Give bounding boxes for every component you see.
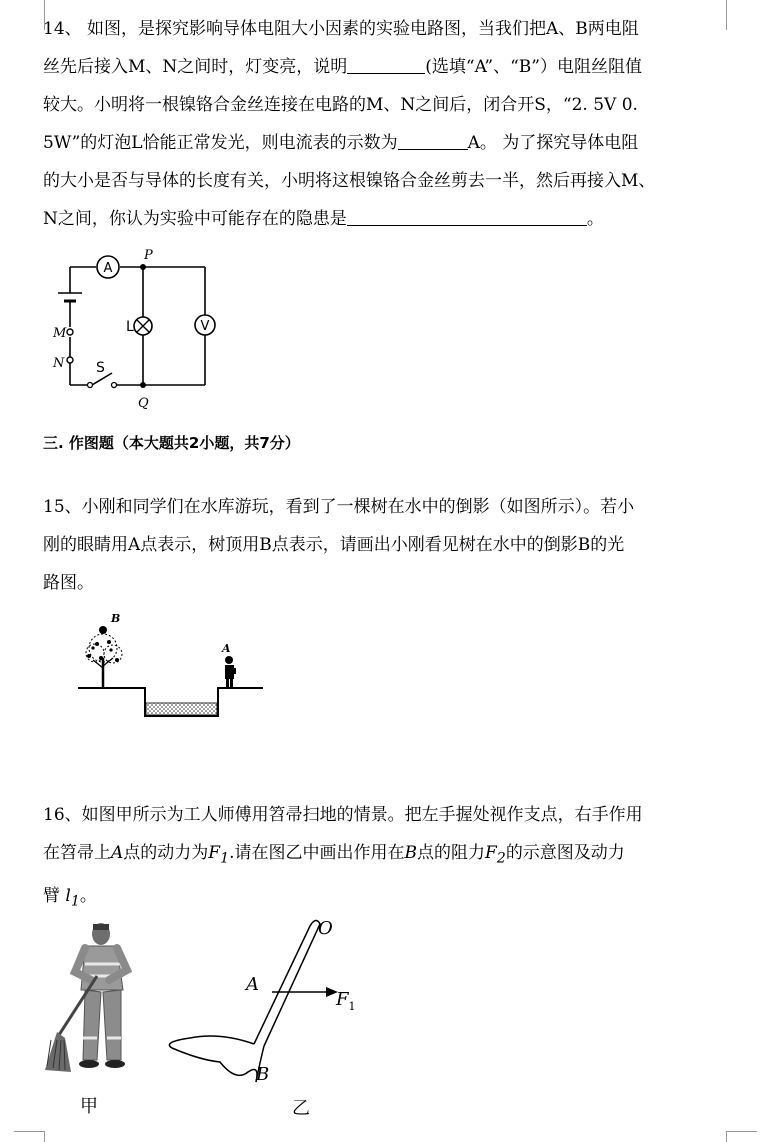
reservoir-figure (75, 608, 270, 723)
point-a-label: A (222, 642, 231, 655)
q16-subscript: 1 (70, 893, 80, 910)
q16-text: 。 (79, 886, 97, 907)
q15-line: 路图。 (43, 573, 94, 593)
q14-text: 5W”的灯泡L恰能正常发光，则电流表的示数为 (43, 133, 398, 153)
q16-subscript: 1 (220, 850, 230, 867)
page-corner-mark (14, 0, 45, 30)
q16-text: 臂 (43, 886, 60, 907)
person-icon (225, 656, 236, 688)
q14-text: A。 为了探究导体电阻 (467, 133, 639, 153)
q16-text: 在笤帚上 (43, 843, 111, 863)
q14-line: 较大。小明将一根镍铬合金丝连接在电路的M、N之间后，闭合开S，“2. 5V 0. (43, 95, 638, 115)
answer-blank[interactable] (347, 55, 425, 74)
water-surface (146, 703, 217, 715)
tree-icon (86, 626, 122, 688)
q16-line: 16、如图甲所示为工人师傅用笤帚扫地的情景。把左手握处视作支点，右手作用 (43, 805, 643, 825)
question-16 (43, 796, 711, 921)
force-f1-label: $F_1$ (336, 989, 356, 1013)
q14-text: (选填“A”、“B”）电阻丝阻值 (425, 57, 642, 77)
q16-text: 点的阻力 (417, 843, 485, 863)
q15-line: 15、小刚和同学们在水库游玩，看到了一棵树在水中的倒影（如图所示）。若小 (43, 497, 635, 517)
q14-line: 的大小是否与导体的长度有关，小明将这根镍铬合金丝剪去一半，然后再接入M、 (43, 171, 656, 191)
q16-symbol: l (65, 886, 71, 907)
point-b-label: B (256, 1064, 270, 1085)
q16-symbol: F (485, 843, 497, 863)
point-a-label: A (246, 974, 259, 995)
q16-subscript: 2 (496, 850, 506, 867)
node-q-label: Q (138, 396, 149, 411)
voltmeter-icon (195, 315, 215, 335)
lamp-label: L (126, 319, 134, 335)
ammeter-icon (97, 256, 119, 278)
ammeter-label: A (103, 261, 113, 276)
worker-photo (45, 920, 155, 1080)
switch-label: S (96, 360, 105, 376)
q16-text: 的示意图及动力 (505, 843, 625, 863)
terminal-m-label: M (53, 326, 67, 341)
question-14 (43, 10, 711, 238)
q16-symbol: A (111, 843, 124, 863)
q16-symbol: F (208, 843, 221, 863)
q16-text: .请在图乙中画出作用在 (229, 843, 405, 863)
page-corner-mark (726, 1131, 757, 1142)
point-b-label: B (111, 612, 121, 625)
node-q-dot (140, 382, 146, 388)
q16-line (43, 834, 711, 877)
lamp-icon (134, 317, 152, 335)
q16-symbol: B (404, 843, 417, 863)
q15-line: 刚的眼睛用A点表示，树顶用B点表示，请画出小刚看见树在水中的倒影B的光 (43, 535, 625, 555)
page-corner-mark (14, 1131, 45, 1142)
voltmeter-label: V (200, 319, 210, 334)
figure-caption-jia: 甲 (80, 1096, 98, 1117)
terminal-n-dot (67, 357, 73, 363)
circuit-diagram (40, 245, 230, 420)
q14-line (43, 48, 711, 86)
q14-line: 14、 如图，是探究影响导体电阻大小因素的实验电路图，当我们把A、B两电阻 (43, 19, 639, 39)
terminal-m-dot (67, 329, 73, 335)
q14-text: N之间，你认为实验中可能存在的隐患是 (43, 209, 347, 229)
q14-line (43, 200, 711, 238)
answer-blank[interactable] (398, 131, 468, 150)
page-corner-mark (726, 0, 757, 30)
figure-caption-yi: 乙 (292, 1098, 310, 1119)
q16-text: 点的动力为 (123, 843, 209, 863)
q14-line (43, 124, 711, 162)
q14-text: 。 (586, 209, 604, 229)
question-15 (43, 488, 711, 602)
answer-blank[interactable] (347, 207, 587, 226)
terminal-n-label: N (53, 356, 65, 371)
section-heading: 三. 作图题（本大题共2小题，共7分） (43, 434, 300, 452)
q14-text: 丝先后接入M、N之间时，灯变亮，说明 (43, 57, 348, 77)
node-p-label: P (144, 248, 153, 263)
fulcrum-o-label: O (318, 918, 333, 939)
node-p-dot (140, 264, 146, 270)
switch-contact (88, 383, 93, 388)
switch-contact (112, 383, 117, 388)
lever-diagram (160, 912, 380, 1087)
